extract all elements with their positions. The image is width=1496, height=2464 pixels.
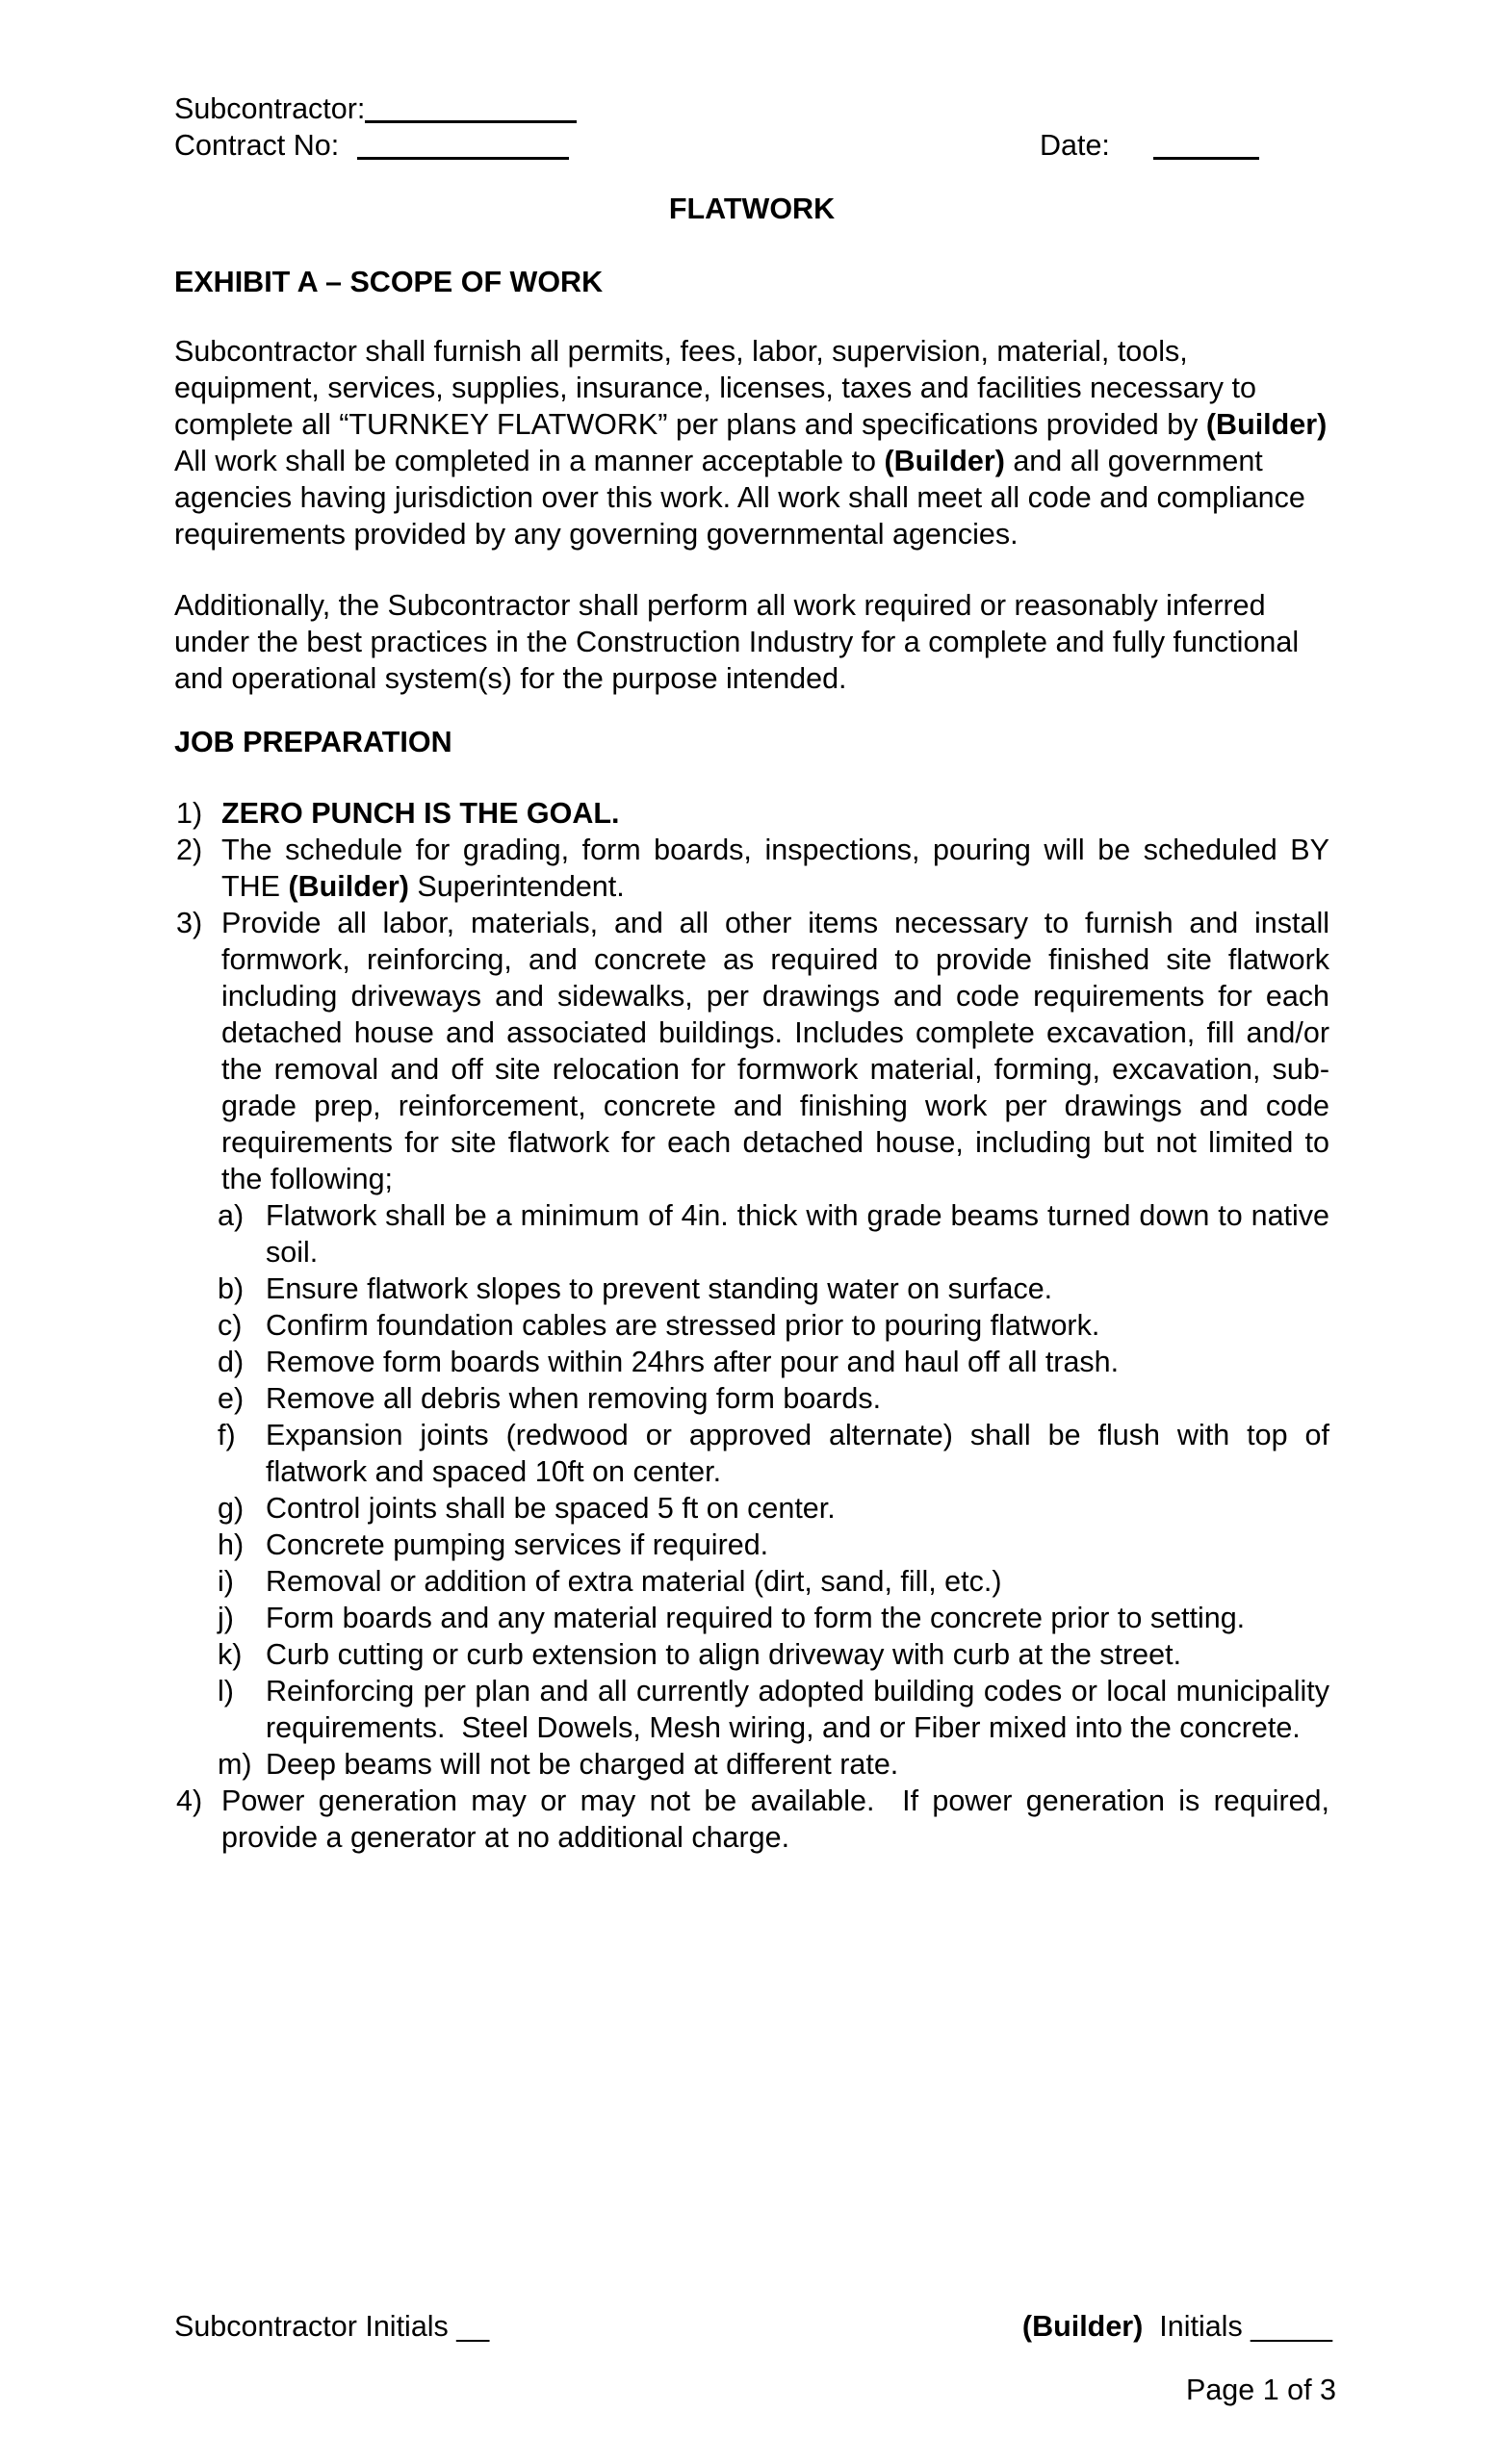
subcontractor-label: Subcontractor: xyxy=(174,92,366,125)
list-item-text: Form boards and any material required to form the concrete prior to setting. xyxy=(266,1602,1246,1634)
list-item-text: Ensure flatwork slopes to prevent standing water on surface. xyxy=(266,1272,1053,1305)
sub-list xyxy=(218,1197,1338,1783)
list-item-text: Power generation may or may not be available. If power generation is required, provide a generator at no additional charge. xyxy=(221,1784,1338,1854)
list-item-text: Removal or addition of extra material (dirt, sand, fill, etc.) xyxy=(266,1565,1002,1598)
date-label: Date: xyxy=(1040,129,1110,162)
list-item-text: Remove form boards within 24hrs after pour and haul off all trash. xyxy=(266,1346,1120,1378)
header-row-contract xyxy=(174,127,1329,164)
list-item-marker: d) xyxy=(218,1346,245,1378)
list-item-marker: b) xyxy=(218,1272,245,1305)
list-item-marker: 4) xyxy=(176,1784,203,1817)
footer xyxy=(174,2308,1332,2345)
page-number: Page 1 of 3 xyxy=(1185,2374,1336,2406)
subcontractor-fill-line xyxy=(365,119,577,123)
subcontractor-initials: Subcontractor Initials __ xyxy=(174,2310,490,2343)
date-fill-line xyxy=(1153,156,1259,160)
list-item-text: Provide all labor, materials, and all other items necessary to furnish and install formwork, reinforcing, and concrete as required to provide finished site flatwork including driveways and sidewalks, per drawings and code requirements for each detached house and associated buildings. Includes complete excavation, fill and/or the removal and off site relocation for formwork material, forming, excavation, sub-grade prep, reinforcement, concrete and finishing work per drawings and code requirements for site flatwork for each detached house, including but not limited to the following; xyxy=(221,907,1338,1195)
list-item-marker: a) xyxy=(218,1199,245,1232)
work-list xyxy=(174,795,1338,1856)
list-item-text: Remove all debris when removing form boards. xyxy=(266,1382,882,1415)
sub-list-item xyxy=(218,1307,1329,1344)
list-item-marker: g) xyxy=(218,1492,245,1525)
list-item xyxy=(174,795,1329,832)
sub-list-item xyxy=(218,1600,1329,1636)
list-item-marker: j) xyxy=(218,1602,234,1634)
sub-list-item xyxy=(218,1563,1329,1600)
intro-paragraph: Subcontractor shall furnish all permits, fees, labor, supervision, material, tools, equipment, services, supplies, insurance, licenses, taxes and facilities necessary to complete all “TURNKEY FLATWORK” per plans and specifications provided by (Builder) All work shall be completed in a manner acceptable to (Builder) and all government agencies having jurisdiction over this work. All work shall meet all code and compliance requirements provided by any governing governmental agencies. xyxy=(174,335,1342,551)
list-item-text: Concrete pumping services if required. xyxy=(266,1528,769,1561)
list-item-marker: 2) xyxy=(176,834,203,866)
sub-list-item xyxy=(218,1673,1338,1746)
list-item-marker: i) xyxy=(218,1565,234,1598)
list-item-text: Expansion joints (redwood or approved alternate) shall be flush with top of flatwork and spaced 10ft on center. xyxy=(266,1419,1338,1488)
contract-no-fill-line xyxy=(357,156,569,160)
list-item xyxy=(174,832,1337,905)
list-item-text: The schedule for grading, form boards, inspections, pouring will be scheduled BY THE (Builder) Superintendent. xyxy=(221,834,1337,903)
list-item-text: ZERO PUNCH IS THE GOAL. xyxy=(221,797,620,830)
sub-list-item xyxy=(218,1270,1329,1307)
list-item-marker: m) xyxy=(218,1748,252,1781)
document-title: FLATWORK xyxy=(668,192,836,225)
list-item xyxy=(174,1783,1338,1856)
intro-paragraph: Additionally, the Subcontractor shall perform all work required or reasonably inferred under the best practices in the Construction Industry for a complete and fully functional and operational system(s) for the purpose intended. xyxy=(174,589,1307,695)
list-item-marker: e) xyxy=(218,1382,245,1415)
list-item-text: Control joints shall be spaced 5 ft on center. xyxy=(266,1492,836,1525)
sub-list-item xyxy=(218,1417,1338,1490)
list-item-text: Confirm foundation cables are stressed prior to pouring flatwork. xyxy=(266,1309,1100,1342)
list-item-marker: 3) xyxy=(176,907,203,939)
list-item-marker: c) xyxy=(218,1309,243,1342)
list-item-text: Reinforcing per plan and all currently adopted building codes or local municipality requirements. Steel Dowels, Mesh wiring, and or Fiber mixed into the concrete. xyxy=(266,1675,1338,1744)
section-heading: JOB PREPARATION xyxy=(174,726,452,758)
list-item-text: Flatwork shall be a minimum of 4in. thick with grade beams turned down to native soil. xyxy=(266,1199,1338,1269)
contract-no-label: Contract No: xyxy=(174,129,340,162)
builder-initials: (Builder) Initials _____ xyxy=(1021,2310,1332,2343)
list-item-marker: 1) xyxy=(176,797,203,830)
list-item-marker: f) xyxy=(218,1419,236,1451)
list-item-text: Deep beams will not be charged at different rate. xyxy=(266,1748,899,1781)
sub-list-item xyxy=(218,1527,1329,1563)
exhibit-heading: EXHIBIT A – SCOPE OF WORK xyxy=(174,266,604,298)
sub-list-item xyxy=(218,1380,1329,1417)
sub-list-item xyxy=(218,1490,1329,1527)
header-row-subcontractor xyxy=(174,90,1329,127)
sub-list-item xyxy=(218,1197,1338,1270)
sub-list-item xyxy=(218,1344,1329,1380)
list-item-marker: h) xyxy=(218,1528,245,1561)
list-item-text: Curb cutting or curb extension to align driveway with curb at the street. xyxy=(266,1638,1182,1671)
sub-list-item xyxy=(218,1746,1329,1783)
list-item xyxy=(174,905,1338,1783)
sub-list-item xyxy=(218,1636,1329,1673)
list-item-marker: k) xyxy=(218,1638,243,1671)
list-item-marker: l) xyxy=(218,1675,234,1707)
